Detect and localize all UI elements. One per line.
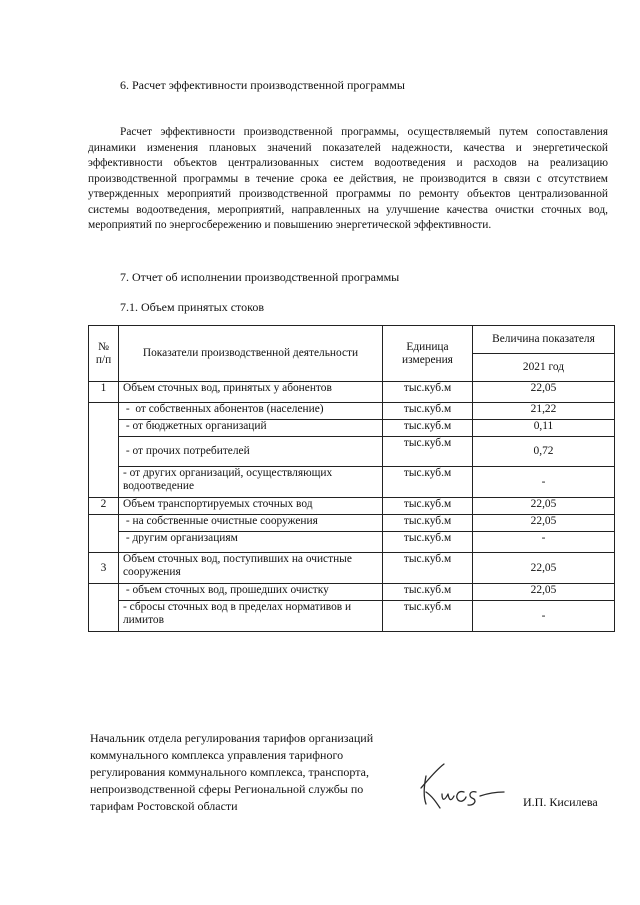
- row-value: 22,05: [473, 498, 615, 515]
- row-name: Объем транспортируемых сточных вод: [119, 498, 383, 515]
- header-year: 2021 год: [473, 354, 615, 382]
- row-name: - сбросы сточных вод в пределах нормативов и лимитов: [119, 601, 383, 632]
- row-unit: тыс.куб.м: [383, 532, 473, 553]
- row-num: 1: [89, 382, 119, 403]
- table-row: [89, 437, 615, 467]
- row-unit: тыс.куб.м: [383, 382, 473, 403]
- row-value: -: [473, 532, 615, 553]
- row-unit: тыс.куб.м: [383, 403, 473, 420]
- table-row: [89, 382, 615, 403]
- row-name: - от прочих потребителей: [119, 437, 383, 467]
- row-value: -: [473, 601, 615, 632]
- row-num: 2: [89, 498, 119, 515]
- row-unit: тыс.куб.м: [383, 420, 473, 437]
- table-row: [89, 553, 615, 584]
- table-row: [89, 420, 615, 437]
- section-6-heading: 6. Расчет эффективности производственной программы: [120, 78, 405, 92]
- row-unit: тыс.куб.м: [383, 515, 473, 532]
- row-value: 21,22: [473, 403, 615, 420]
- row-num: [89, 515, 119, 553]
- row-unit: тыс.куб.м: [383, 498, 473, 515]
- row-value: 0,11: [473, 420, 615, 437]
- header-unit: Единица измерения: [383, 326, 473, 382]
- table-row: [89, 498, 615, 515]
- row-name: - объем сточных вод, прошедших очистку: [119, 584, 383, 601]
- signatory-name: И.П. Кисилева: [523, 795, 598, 809]
- row-num: [89, 403, 119, 498]
- row-num: 3: [89, 553, 119, 584]
- row-value: 22,05: [473, 584, 615, 601]
- table-row: [89, 532, 615, 553]
- table-row: [89, 403, 615, 420]
- row-unit: тыс.куб.м: [383, 437, 473, 467]
- row-num: [89, 584, 119, 632]
- row-value: 22,05: [473, 515, 615, 532]
- table-row: [89, 601, 615, 632]
- table-row: [89, 515, 615, 532]
- header-num: № п/п: [89, 326, 119, 382]
- row-name: - от собственных абонентов (население): [119, 403, 383, 420]
- row-name: - на собственные очистные сооружения: [119, 515, 383, 532]
- row-value: 22,05: [473, 553, 615, 584]
- table-row: [89, 467, 615, 498]
- row-unit: тыс.куб.м: [383, 553, 473, 584]
- signatory-position: Начальник отдела регулирования тарифов организаций коммунального комплекса управления тарифного регулирования коммунального комплекса, транспорта, непроизводственной сферы Региональной службы по тарифам Ростовской области: [90, 731, 374, 813]
- row-unit: тыс.куб.м: [383, 601, 473, 632]
- section-6-paragraph: Расчет эффективности производственной программы, осуществляемый путем сопоставления динамики изменения плановых значений показателей надежности, качества и энергетической эффективности объектов централизованных систем водоотведения и расходов на реализацию производственной программы в течение срока ее действия, не производится в связи с отсутствием утвержденных мероприятий производственной программы по ремонту объектов централизованной системы водоотведения, мероприятий, направленных на улучшение качества очистки сточных вод, мероприятий по энергосбережению и повышению энергетической эффективности.: [88, 126, 608, 231]
- row-name: - от бюджетных организаций: [119, 420, 383, 437]
- row-unit: тыс.куб.м: [383, 584, 473, 601]
- row-value: -: [473, 467, 615, 498]
- row-name: Объем сточных вод, принятых у абонентов: [119, 382, 383, 403]
- table-row: [89, 584, 615, 601]
- handwritten-signature: [418, 758, 508, 813]
- row-value: 0,72: [473, 437, 615, 467]
- header-value: Величина показателя: [473, 326, 615, 354]
- section-7-1-subheading: 7.1. Объем принятых стоков: [120, 300, 264, 314]
- row-name: Объем сточных вод, поступивших на очистные сооружения: [119, 553, 383, 584]
- row-name: - от других организаций, осуществляющих водоотведение: [119, 467, 383, 498]
- row-name: - другим организациям: [119, 532, 383, 553]
- row-value: 22,05: [473, 382, 615, 403]
- section-7-heading: 7. Отчет об исполнении производственной программы: [120, 270, 400, 284]
- header-indicator: Показатели производственной деятельности: [119, 326, 383, 382]
- row-unit: тыс.куб.м: [383, 467, 473, 498]
- volume-table: [88, 325, 615, 632]
